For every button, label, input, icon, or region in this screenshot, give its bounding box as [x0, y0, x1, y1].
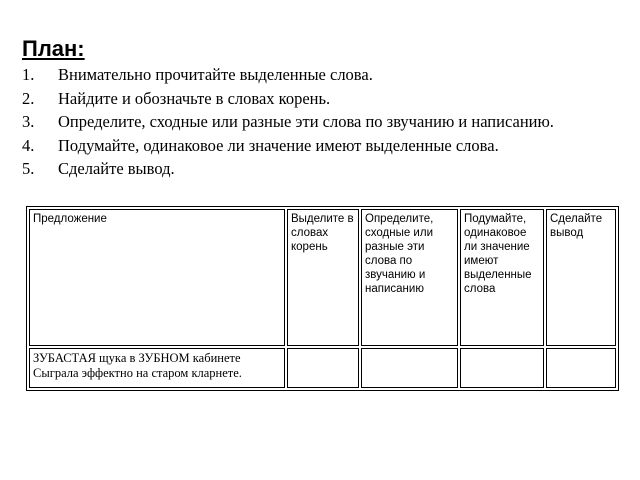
plan-item-number: 3.: [22, 112, 35, 131]
plan-list: [22, 63, 632, 181]
plan-item-number: 5.: [22, 159, 35, 178]
plan-item-5: [22, 157, 632, 181]
plan-item-number: 1.: [22, 65, 35, 84]
header-sound-spelling: Определите, сходные или разные эти слова по звучанию и написанию: [361, 209, 458, 346]
header-meaning: Подумайте, одинаковое ли значение имеют выделенные слова: [460, 209, 544, 346]
plan-item-2: [22, 87, 632, 111]
answer-cell-meaning[interactable]: [460, 348, 544, 388]
sentence-line-1: ЗУБАСТАЯ щука в ЗУБНОМ кабинете: [33, 351, 241, 365]
answer-cell-conclusion[interactable]: [546, 348, 616, 388]
worksheet-table: [26, 206, 619, 391]
plan-item-text: Внимательно прочитайте выделенные слова.: [58, 65, 373, 84]
header-find-root: Выделите в словах корень: [287, 209, 359, 346]
plan-item-4: [22, 134, 632, 158]
plan-item-3: [22, 110, 632, 134]
plan-item-text: Сделайте вывод.: [58, 159, 175, 178]
table-row: [29, 348, 616, 388]
table-header-row: [29, 209, 616, 346]
answer-cell-root[interactable]: [287, 348, 359, 388]
header-sentence: Предложение: [29, 209, 285, 346]
plan-item-text: Найдите и обозначьте в словах корень.: [58, 88, 331, 108]
plan-item-number: 2.: [22, 88, 35, 108]
sentence-line-2: Сыграла эффектно на старом кларнете.: [33, 366, 242, 380]
header-conclusion: Сделайте вывод: [546, 209, 616, 346]
plan-item-number: 4.: [22, 135, 35, 155]
plan-title: План:: [22, 36, 85, 61]
plan-item-text: Подумайте, одинаковое ли значение имеют выделенные слова.: [58, 135, 499, 155]
answer-cell-sound-spelling[interactable]: [361, 348, 458, 388]
plan-item-text: Определите, сходные или разные эти слова по звучанию и написанию.: [58, 112, 554, 131]
sentence-cell: [29, 348, 285, 388]
plan-item-1: [22, 63, 632, 87]
